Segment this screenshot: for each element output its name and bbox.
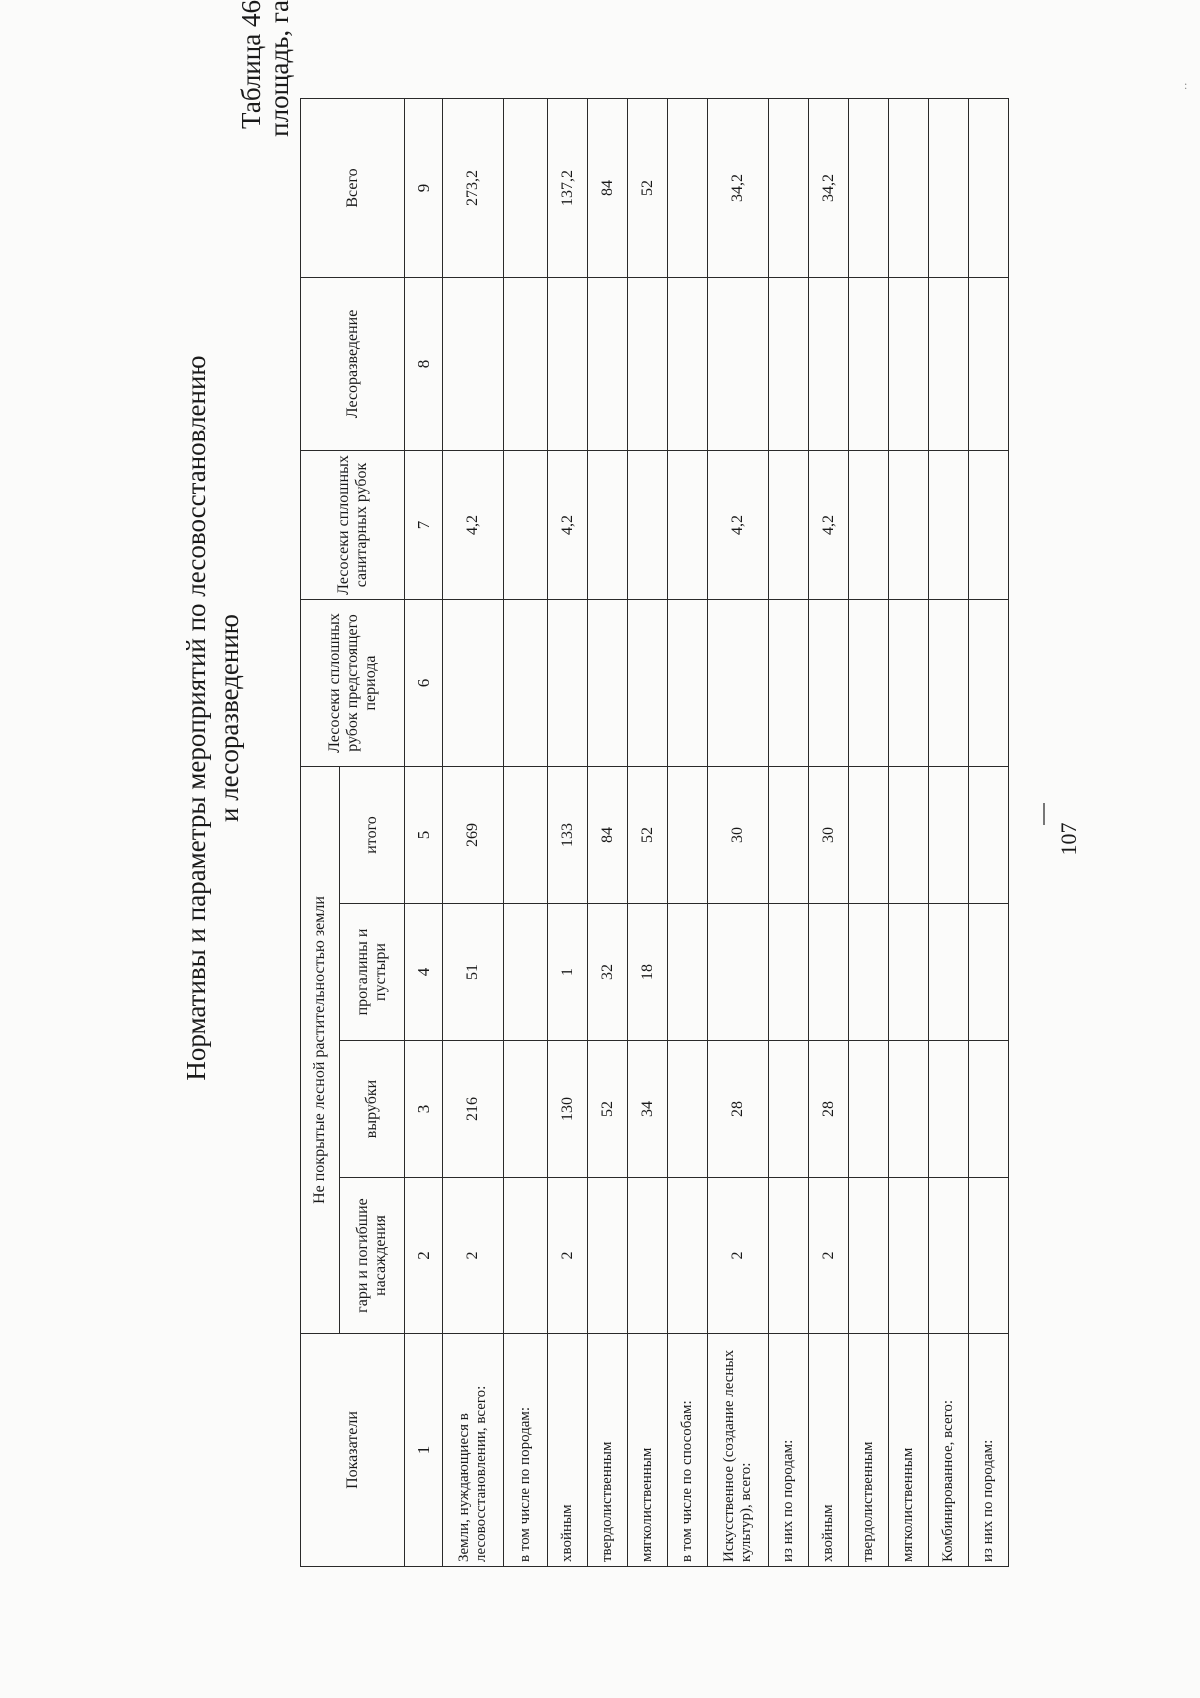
cell-c7 <box>668 450 708 599</box>
cell-c7: 4,2 <box>809 450 849 599</box>
table-row <box>588 98 628 1566</box>
column-number: 2 <box>405 1178 443 1334</box>
table-row <box>849 98 889 1566</box>
cell-c7 <box>929 450 969 599</box>
cell-c6 <box>668 599 708 766</box>
cell-c9: 34,2 <box>708 98 769 277</box>
cell-c6 <box>708 599 769 766</box>
header-afforestation: Лесоразведение <box>301 277 405 450</box>
header-subtotal: итого <box>340 766 405 903</box>
column-number: 3 <box>405 1041 443 1178</box>
column-number: 4 <box>405 904 443 1041</box>
cell-c3 <box>969 1041 1009 1178</box>
cell-c8 <box>969 277 1009 450</box>
row-label: мягколиственным <box>889 1334 929 1567</box>
table-row <box>889 98 929 1566</box>
header-sanitary-cut-areas: Лесосеки сплошных санитарных рубок <box>301 450 405 599</box>
cell-c8 <box>708 277 769 450</box>
cell-c3 <box>769 1041 809 1178</box>
reforestation-table <box>300 98 1009 1567</box>
cell-c5: 30 <box>809 766 849 903</box>
cell-c4 <box>504 904 548 1041</box>
cell-c4: 1 <box>548 904 588 1041</box>
header-gaps: прогалины и пустыри <box>340 904 405 1041</box>
cell-c8 <box>849 277 889 450</box>
cell-c2 <box>588 1178 628 1334</box>
table-row <box>628 98 668 1566</box>
cell-c6 <box>969 599 1009 766</box>
cell-c8 <box>588 277 628 450</box>
column-number: 1 <box>405 1334 443 1567</box>
cell-c3: 130 <box>548 1041 588 1178</box>
cell-c6 <box>588 599 628 766</box>
header-indicator: Показатели <box>301 1334 405 1567</box>
cell-c6 <box>769 599 809 766</box>
cell-c3 <box>929 1041 969 1178</box>
cell-c3: 216 <box>443 1041 504 1178</box>
table-body <box>405 98 1009 1566</box>
row-label: из них по породам: <box>769 1334 809 1567</box>
cell-c5 <box>504 766 548 903</box>
cell-c2 <box>769 1178 809 1334</box>
cell-c2 <box>929 1178 969 1334</box>
cell-c6 <box>504 599 548 766</box>
cell-c2: 2 <box>443 1178 504 1334</box>
table-wrapper <box>300 98 1009 1567</box>
cell-c9 <box>929 98 969 277</box>
cell-c6 <box>628 599 668 766</box>
table-row <box>443 98 504 1566</box>
table-row <box>668 98 708 1566</box>
cell-c9 <box>504 98 548 277</box>
cell-c6 <box>443 599 504 766</box>
header-burned: гари и погибшие насаждения <box>340 1178 405 1334</box>
cell-c8 <box>809 277 849 450</box>
cell-c9: 84 <box>588 98 628 277</box>
cell-c3 <box>504 1041 548 1178</box>
cell-c7 <box>769 450 809 599</box>
cell-c3 <box>849 1041 889 1178</box>
cell-c8 <box>769 277 809 450</box>
cell-c8 <box>548 277 588 450</box>
cell-c6 <box>929 599 969 766</box>
column-number-row <box>405 98 443 1566</box>
cell-c8 <box>443 277 504 450</box>
column-number: 7 <box>405 450 443 599</box>
row-label: в том числе по способам: <box>668 1334 708 1567</box>
units-label: площадь, га <box>264 0 294 137</box>
cell-c9 <box>769 98 809 277</box>
cell-c7 <box>849 450 889 599</box>
column-number: 8 <box>405 277 443 450</box>
cell-c4 <box>809 904 849 1041</box>
cell-c6 <box>849 599 889 766</box>
cell-c2 <box>628 1178 668 1334</box>
cell-c5 <box>769 766 809 903</box>
title-line-2: и лесоразведению <box>214 614 244 822</box>
cell-c4: 32 <box>588 904 628 1041</box>
cell-c9: 52 <box>628 98 668 277</box>
cell-c2: 2 <box>809 1178 849 1334</box>
cell-c8 <box>668 277 708 450</box>
row-label: хвойным <box>548 1334 588 1567</box>
cell-c5 <box>668 766 708 903</box>
cell-c7: 4,2 <box>548 450 588 599</box>
cell-c2 <box>849 1178 889 1334</box>
cell-c5 <box>889 766 929 903</box>
cell-c9: 137,2 <box>548 98 588 277</box>
header-total: Всего <box>301 98 405 277</box>
table-row <box>969 98 1009 1566</box>
cell-c3 <box>668 1041 708 1178</box>
cell-c5: 269 <box>443 766 504 903</box>
cell-c3: 52 <box>588 1041 628 1178</box>
cell-c7 <box>628 450 668 599</box>
cell-c2: 2 <box>548 1178 588 1334</box>
cell-c3: 34 <box>628 1041 668 1178</box>
cell-c4 <box>889 904 929 1041</box>
cell-c9: 34,2 <box>809 98 849 277</box>
cell-c2 <box>889 1178 929 1334</box>
cell-c4 <box>769 904 809 1041</box>
cell-c5 <box>849 766 889 903</box>
cell-c9 <box>849 98 889 277</box>
row-label: Земли, нуждающиеся в лесовосстановлении, всего: <box>443 1334 504 1567</box>
cell-c7 <box>504 450 548 599</box>
cell-c7: 4,2 <box>443 450 504 599</box>
cell-c4 <box>668 904 708 1041</box>
cell-c4: 51 <box>443 904 504 1041</box>
cell-c3: 28 <box>708 1041 769 1178</box>
row-label: хвойным <box>809 1334 849 1567</box>
cell-c2 <box>969 1178 1009 1334</box>
table-row <box>769 98 809 1566</box>
cell-c7 <box>588 450 628 599</box>
cell-c4 <box>849 904 889 1041</box>
cell-c8 <box>628 277 668 450</box>
cell-c4: 18 <box>628 904 668 1041</box>
cell-c2 <box>668 1178 708 1334</box>
cell-c3: 28 <box>809 1041 849 1178</box>
cell-c6 <box>809 599 849 766</box>
cell-c2: 2 <box>708 1178 769 1334</box>
column-number: 5 <box>405 766 443 903</box>
cell-c4 <box>929 904 969 1041</box>
cell-c7: 4,2 <box>708 450 769 599</box>
table-row <box>809 98 849 1566</box>
table-row <box>929 98 969 1566</box>
cell-c6 <box>548 599 588 766</box>
cell-c5: 30 <box>708 766 769 903</box>
table-row <box>504 98 548 1566</box>
cell-c7 <box>969 450 1009 599</box>
cell-c5: 133 <box>548 766 588 903</box>
header-cutting: вырубки <box>340 1041 405 1178</box>
row-label: твердолиственным <box>849 1334 889 1567</box>
cell-c2 <box>504 1178 548 1334</box>
cell-c8 <box>889 277 929 450</box>
cell-c4 <box>969 904 1009 1041</box>
cell-c7 <box>889 450 929 599</box>
cell-c3 <box>889 1041 929 1178</box>
table-row <box>708 98 769 1566</box>
column-number: 9 <box>405 98 443 277</box>
cell-c8 <box>504 277 548 450</box>
cell-c5 <box>929 766 969 903</box>
header-uncovered-lands: Не покрытые лесной растительностью земли <box>301 766 340 1333</box>
row-label: мягколиственным <box>628 1334 668 1567</box>
row-label: в том числе по породам: <box>504 1334 548 1567</box>
cell-c5 <box>969 766 1009 903</box>
cell-c9 <box>889 98 929 277</box>
scan-mark <box>1043 803 1045 825</box>
header-clear-cut-areas: Лесосеки сплошных рубок предстоящего периода <box>301 599 405 766</box>
cell-c8 <box>929 277 969 450</box>
table-row <box>548 98 588 1566</box>
page-number: 107 <box>1056 822 1081 856</box>
column-number: 6 <box>405 599 443 766</box>
cell-c4 <box>708 904 769 1041</box>
title-line-1: Нормативы и параметры мероприятий по лесовосстановлению <box>181 355 211 1081</box>
row-label: Искусственное (создание лесных культур), всего: <box>708 1334 769 1567</box>
row-label: из них по породам: <box>969 1334 1009 1567</box>
scan-mark: : <box>1184 78 1188 92</box>
cell-c5: 52 <box>628 766 668 903</box>
row-label: твердолиственным <box>588 1334 628 1567</box>
cell-c9 <box>969 98 1009 277</box>
cell-c5: 84 <box>588 766 628 903</box>
cell-c9: 273,2 <box>443 98 504 277</box>
cell-c6 <box>889 599 929 766</box>
table-label: Таблица 46 <box>236 0 266 129</box>
page-title <box>180 218 246 1218</box>
cell-c9 <box>668 98 708 277</box>
row-label: Комбинированное, всего: <box>929 1334 969 1567</box>
